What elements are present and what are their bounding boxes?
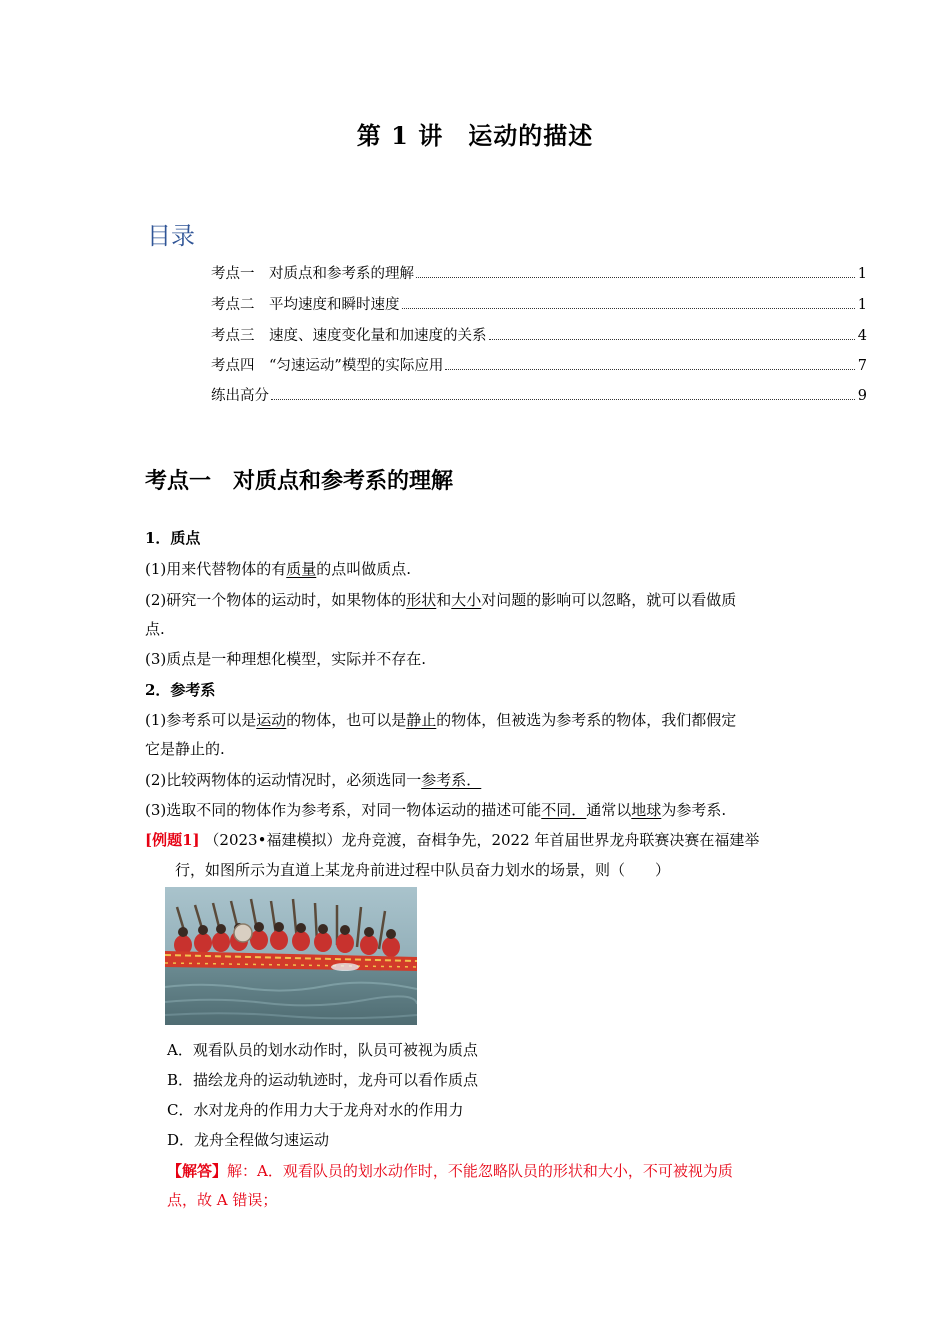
text: (3)选取不同的物体作为参考系，对同一物体运动的描述可能 [145, 801, 542, 819]
toc-item[interactable] [211, 324, 867, 346]
toc-item-page: 9 [857, 388, 867, 404]
text: 的点叫做质点. [316, 560, 412, 578]
toc-leader [416, 277, 855, 278]
toc-item-label: 练出高分 [211, 388, 269, 404]
text: 通常以 [586, 801, 632, 819]
paragraph [145, 706, 810, 764]
option-c: C．水对龙舟的作用力大于龙舟对水的作用力 [167, 1101, 464, 1119]
answer-tag: 【解答】 [167, 1162, 228, 1180]
toc-item-page: 4 [857, 328, 867, 344]
toc-item-page: 1 [857, 297, 867, 313]
option-a: A．观看队员的划水动作时，队员可被视为质点 [167, 1041, 478, 1059]
underlined-term: 运动 [256, 711, 287, 729]
toc-item-label: 考点三 速度、速度变化量和加速度的关系 [211, 328, 487, 344]
paragraph [145, 555, 810, 584]
example-tag: [例题1] [145, 831, 200, 849]
toc-leader [402, 308, 856, 309]
paragraph [145, 796, 810, 825]
toc-item[interactable] [211, 262, 867, 284]
toc-leader [271, 399, 855, 400]
toc-item-label: 考点一 对质点和参考系的理解 [211, 266, 414, 282]
dragon-boat-photo [165, 887, 417, 1025]
page-title: 第 1 讲 运动的描述 [356, 121, 594, 150]
underlined-term: 质量 [286, 560, 317, 578]
underlined-term: 地球 [631, 801, 662, 819]
toc-leader [445, 369, 855, 370]
answer-text: 点，故 A 错误； [167, 1191, 278, 1209]
toc-heading: 目录 [147, 222, 195, 250]
toc-item[interactable] [211, 354, 867, 376]
text: （2023•福建模拟）龙舟竞渡，奋楫争先，2022 年首届世界龙舟联赛决赛在福建举 [204, 831, 760, 849]
toc-item-label: 考点四 “匀速运动”模型的实际应用 [211, 358, 444, 374]
dragon-boat-image [165, 887, 417, 1025]
text: (2)比较两物体的运动情况时，必须选同一 [145, 771, 422, 789]
section-heading: 考点一 对质点和参考系的理解 [145, 468, 454, 494]
answer-text: 解：A．观看队员的划水动作时，不能忽略队员的形状和大小，不可被视为质 [227, 1162, 733, 1180]
text: 点. [145, 620, 165, 638]
toc-item-page: 7 [857, 358, 867, 374]
text: 它是静止的. [145, 740, 225, 758]
text: (1)参考系可以是 [145, 711, 257, 729]
subheading-particle: 1．质点 [145, 529, 201, 547]
toc-item[interactable] [211, 384, 867, 406]
text: 对问题的影响可以忽略，就可以看做质 [481, 591, 737, 609]
underlined-term: 不同． [541, 801, 587, 819]
option-d: D．龙舟全程做匀速运动 [167, 1131, 330, 1149]
toc-item-page: 1 [857, 266, 867, 282]
toc-item[interactable] [211, 293, 867, 315]
option-b: B．描绘龙舟的运动轨迹时，龙舟可以看作质点 [167, 1071, 479, 1089]
subheading-reference-frame: 2．参考系 [145, 681, 216, 699]
text: 为参考系. [661, 801, 727, 819]
underlined-term: 参考系． [421, 771, 482, 789]
underlined-term: 大小 [451, 591, 482, 609]
example-question-cont: 行，如图所示为直道上某龙舟前进过程中队员奋力划水的场景，则（ ） [175, 861, 671, 879]
answer [167, 1157, 812, 1215]
text: (1)用来代替物体的有 [145, 560, 287, 578]
text: (2)研究一个物体的运动时，如果物体的 [145, 591, 407, 609]
paragraph: (3)质点是一种理想化模型，实际并不存在. [145, 650, 427, 668]
paragraph [145, 586, 810, 644]
toc-leader [489, 339, 856, 340]
text: 和 [436, 591, 452, 609]
underlined-term: 形状 [406, 591, 437, 609]
text: 的物体，也可以是 [286, 711, 407, 729]
paragraph [145, 766, 810, 795]
underlined-term: 静止 [406, 711, 437, 729]
toc-item-label: 考点二 平均速度和瞬时速度 [211, 297, 400, 313]
example-question [145, 826, 810, 855]
text: 的物体，但被选为参考系的物体，我们都假定 [436, 711, 737, 729]
